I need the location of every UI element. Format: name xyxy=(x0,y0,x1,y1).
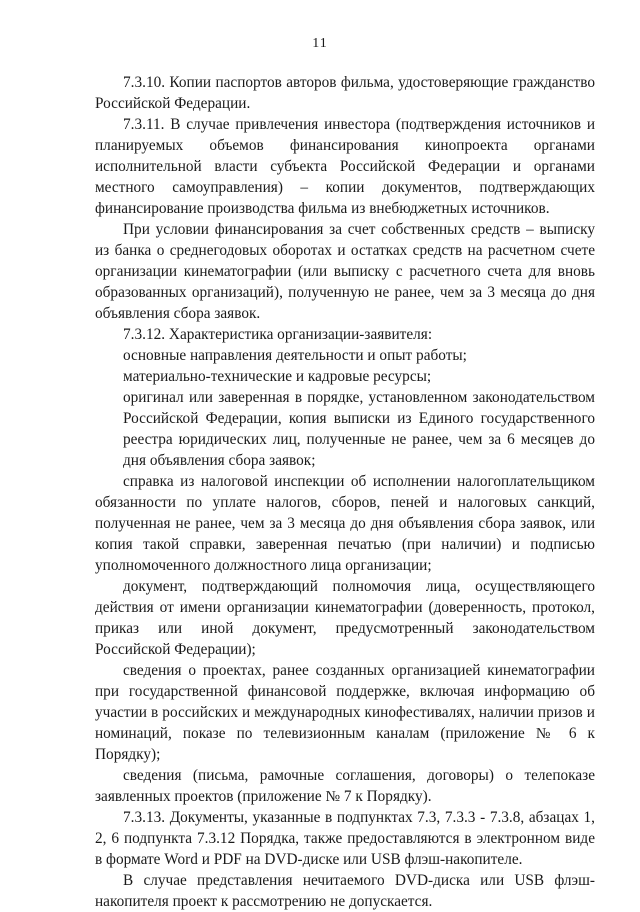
paragraph-7-3-13: 7.3.13. Документы, указанные в подпунктах 7.3, 7.3.3 - 7.3.8, абзацах 1, 2, 6 подпункта 7.3.12 Порядка, также предоставляются в электронном виде в формате Word и PDF на DVD-диске или USB флэш-накопителе. xyxy=(95,809,595,868)
paragraph-unreadable-media: В случае представления нечитаемого DVD-диска или USB флэш-накопителя проект к рассмотрению не допускается. xyxy=(95,872,595,910)
list-item-authority-document: документ, подтверждающий полномочия лица, осуществляющего действия от имени организации кинематографии (доверенность, протокол, приказ или иной документ, предусмотренный законодательством Российской Федерации); xyxy=(95,578,595,658)
list-item-activity: основные направления деятельности и опыт работы; xyxy=(123,347,467,364)
document-body xyxy=(95,72,595,912)
list-item-previous-projects: сведения о проектах, ранее созданных организацией кинематографии при государственной финансовой поддержке, включая информацию об участии в российских и международных кинофестивалях, наличии призов и номинаций, показе по телевизионным каналам (приложение № 6 к Порядку); xyxy=(95,662,595,763)
list-item-registry-extract: оригинал или заверенная в порядке, установленном законодательством Российской Федерации, копия выписки из Единого государственного реестра юридических лиц, полученные не ранее, чем за 6 месяцев до дня объявления сбора заявок; xyxy=(123,389,595,469)
paragraph-own-funds: При условии финансирования за счет собственных средств – выписку из банка о среднегодовых оборотах и остатках средств на расчетном счете организации кинематографии (или выписку с расчетного счета для вновь образованных организаций), полученную не ранее, чем за 3 месяца до дня объявления сбора заявок. xyxy=(95,221,595,322)
list-item-tax-certificate: справка из налоговой инспекции об исполнении налогоплательщиком обязанности по уплате налогов, сборов, пеней и налоговых санкций, полученная не ранее, чем за 3 месяца до дня объявления сбора заявок, или копия такой справки, заверенная печатью (при наличии) и подписью уполномоченного должностного лица организации; xyxy=(95,473,595,574)
page-number: 11 xyxy=(312,36,328,51)
list-item-tv-broadcast: сведения (письма, рамочные соглашения, договоры) о телепоказе заявленных проектов (приложение № 7 к Порядку). xyxy=(95,767,595,805)
list-item-resources: материально-технические и кадровые ресурсы; xyxy=(123,368,432,385)
paragraph-7-3-10: 7.3.10. Копии паспортов авторов фильма, удостоверяющие гражданство Российской Федерации. xyxy=(95,74,595,112)
paragraph-7-3-12: 7.3.12. Характеристика организации-заявителя: xyxy=(123,326,433,343)
paragraph-7-3-11: 7.3.11. В случае привлечения инвестора (подтверждения источников и планируемых объемов финансирования кинопроекта органами исполнительной власти субъекта Российской Федерации и органами местного самоуправления) – копии документов, подтверждающих финансирование производства фильма из внебюджетных источников. xyxy=(95,116,595,217)
